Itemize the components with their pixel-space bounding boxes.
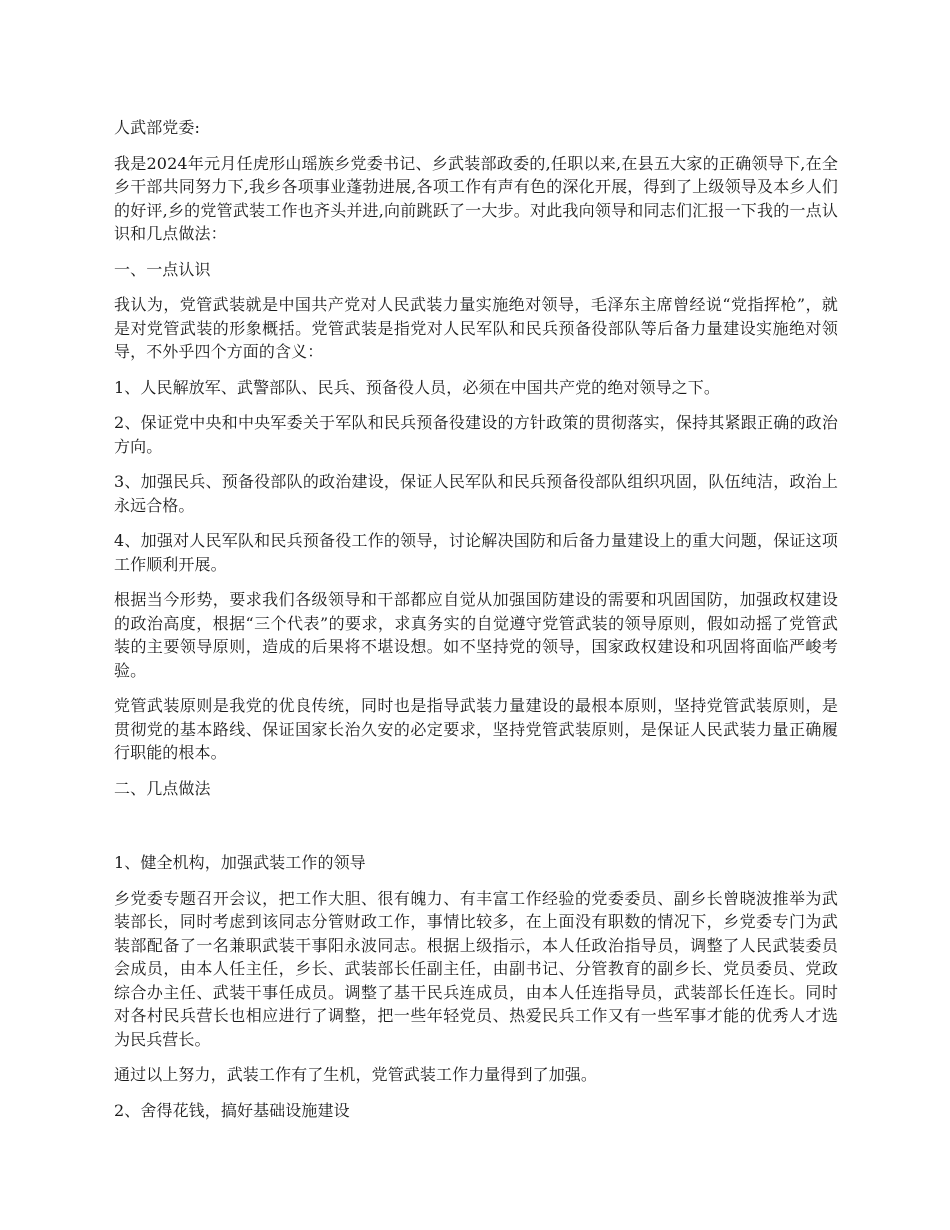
section-2-paragraph-1: 乡党委专题召开会议，把工作大胆、很有魄力、有丰富工作经验的党委委员、副乡长曾晓波推举为武装部长，同时考虑到该同志分管财政工作，事情比较多，在上面没有职数的情况下，乡党委专门为武装部配备了一名兼职武装干事阳永波同志。根据上级指示，本人任政治指导员，调整了人民武装委员会成员，由本人任主任，乡长、武装部长任副主任，由副书记、分管教育的副乡长、党员委员、党政综合办主任、武装干事任成员。调整了基干民兵连成员，由本人任连指导员，武装部长任连长。同时对各村民兵营长也相应进行了调整，把一些年轻党员、热爱民兵工作又有一些军事才能的优秀人才选为民兵营长。 [114, 888, 838, 1049]
section-1-item-4: 4、加强对人民军队和民兵预备役工作的领导，讨论解决国防和后备力量建设上的重大问题，保证这项工作顺利开展。 [114, 531, 838, 574]
section-1-item-2: 2、保证党中央和中央军委关于军队和民兵预备役建设的方针政策的贯彻落实，保持其紧跟正确的政治方向。 [114, 413, 838, 456]
section-1-item-1: 1、人民解放军、武警部队、民兵、预备役人员，必须在中国共产党的绝对领导之下。 [114, 377, 720, 397]
document-page [114, 116, 838, 1134]
section-2-heading: 二、几点做法 [114, 778, 211, 798]
salutation: 人武部党委: [114, 118, 200, 137]
blank-space [114, 812, 838, 851]
section-2-paragraph-2: 通过以上努力，武装工作有了生机，党管武装工作力量得到了加强。 [114, 1065, 598, 1084]
section-1-heading: 一、一点认识 [114, 259, 211, 279]
section-1-paragraph-3: 党管武装原则是我党的优良传统，同时也是指导武装力量建设的最根本原则，坚持党管武装原则，是贯彻党的基本路线、保证国家长治久安的必定要求，坚持党管武装原则，是保证人民武装力量正确履行职能的根本。 [114, 696, 838, 762]
section-1-paragraph-2: 根据当今形势，要求我们各级领导和干部都应自觉从加强国防建设的需要和巩固国防，加强政权建设的政治高度，根据“三个代表”的要求，求真务实的自觉遵守党管武装的领导原则，假如动摇了党管武装的主要领导原则，造成的后果将不堪设想。如不坚持党的领导，国家政权建设和巩固将面临严峻考验。 [114, 590, 838, 680]
intro-paragraph: 我是2024年元月任虎形山瑶族乡党委书记、乡武装部政委的,任职以来,在县五大家的正确领导下,在全乡干部共同努力下,我乡各项事业蓬勃进展,各项工作有声有色的深化开展，得到了上级领导及本乡人们的好评,乡的党管武装工作也齐头并进,向前跳跃了一大步。对此我向领导和同志们汇报一下我的一点认识和几点做法： [114, 153, 838, 243]
section-2-subheading-2: 2、舍得花钱，搞好基础设施建设 [114, 1100, 350, 1120]
section-1-paragraph-1: 我认为，党管武装就是中国共产党对人民武装力量实施绝对领导，毛泽东主席曾经说“党指挥枪”，就是对党管武装的形象概括。党管武装是指党对人民军队和民兵预备役部队等后备力量建设实施绝对领导，不外乎四个方面的含义： [114, 295, 838, 361]
section-2-subheading-1: 1、健全机构，加强武装工作的领导 [114, 853, 366, 872]
section-1-item-3: 3、加强民兵、预备役部队的政治建设，保证人民军队和民兵预备役部队组织巩固，队伍纯洁，政治上永远合格。 [114, 472, 838, 515]
